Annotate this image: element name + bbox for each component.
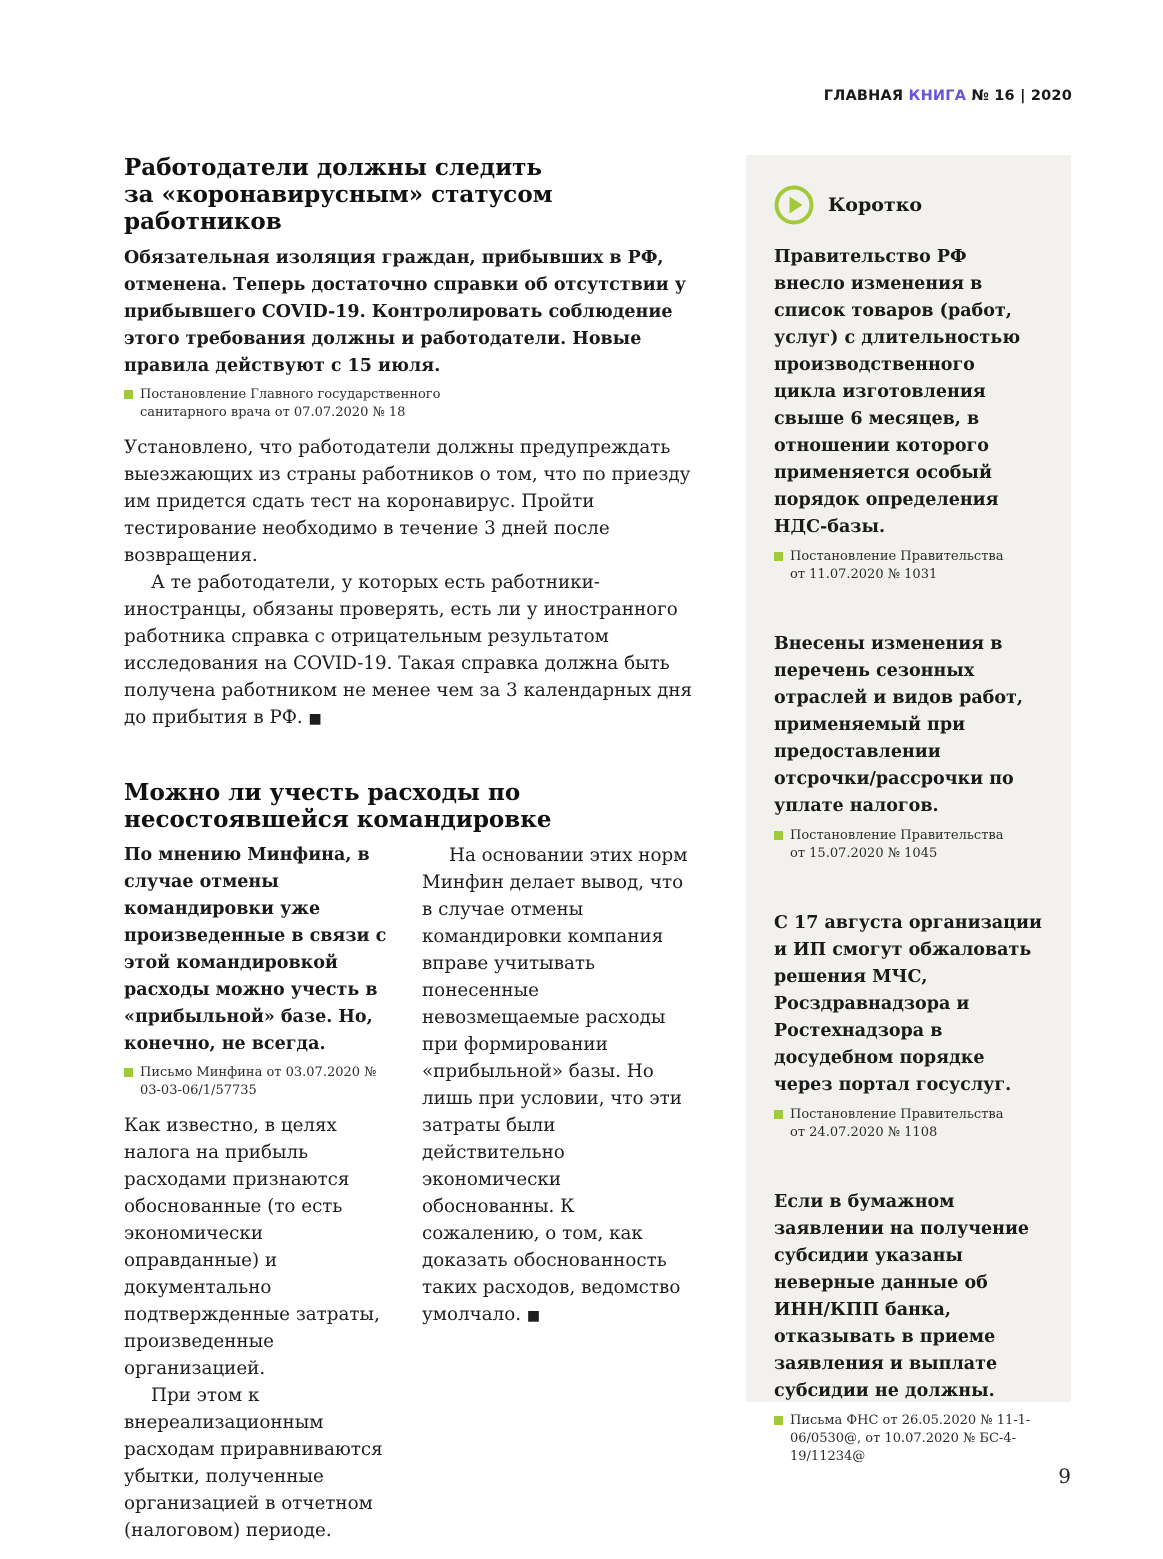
green-square-icon [774,1110,783,1119]
green-square-icon [774,1416,783,1425]
end-mark-icon: ■ [308,711,322,727]
page-number: 9 [1058,1464,1071,1488]
end-mark-icon: ■ [526,1308,541,1324]
news-source: Постановление Правительства от 11.07.2020 № 1031 [774,548,1010,584]
article-covid [124,154,699,733]
article-trip-col-right [422,842,690,1544]
article-trip [124,779,699,1544]
article-trip-col-left [124,842,392,1544]
green-square-icon [774,552,783,561]
green-square-icon [124,390,133,399]
main-column [124,154,699,1544]
article-covid-lead: Обязательная изоляция граждан, прибывших в РФ, отменена. Теперь достаточно справки об отсутствии у прибывшего COVID-19. Контролировать соблюдение этого требования должны и работодатели. Новые правила действуют с 15 июля. [124,248,686,376]
sidebar-briefly [746,155,1071,1464]
article-trip-paragraph: На основании этих норм Минфин делает вывод, что в случае отмены командировки компания вправе учитывать понесенные невозмещаемые расходы при формировании «прибыльной» базы. Но лишь при условии, что эти затраты были действительно экономически обоснованны. К сожалению, о том, как доказать обоснованность таких расходов, ведомство умолчало. ■ [422,845,688,1325]
article-covid-title: Работодатели должны следить за «коронавирусным» статусом работников [124,154,553,235]
sidebar-news-item: Если в бумажном заявлении на получение субсидии указаны неверные данные об ИНН/КПП банка, отказывать в приеме заявления и выплате субсидии не должны. Письма ФНС от 26.05.2020 № 11-1-06/0530@, от 10.07.2020 № БС-4-19/11234@ [774,1189,1043,1466]
article-covid-paragraph: Установлено, что работодатели должны предупреждать выезжающих из страны работников о том, что по приезду им придется сдать тест на коронавирус. Пройти тестирование необходимо в течение 3 дней после возвращения. [124,437,691,566]
news-source: Письма ФНС от 26.05.2020 № 11-1-06/0530@, от 10.07.2020 № БС-4-19/11234@ [774,1412,1040,1466]
sidebar-title: Коротко [828,194,923,216]
news-source: Постановление Правительства от 24.07.2020 № 1108 [774,1106,1010,1142]
sidebar-header [774,185,1043,225]
news-source: Постановление Правительства от 15.07.2020 № 1045 [774,827,1010,863]
sidebar-news-item: Правительство РФ внесло изменения в список товаров (работ, услуг) с длительностью производственного цикла изготовления свыше 6 месяцев, в отношении которого применяется особый порядок определения НДС-базы. Постановление Правительства от 11.07.2020 № 1031 [774,247,1021,582]
article-covid-paragraph: А те работодатели, у которых есть работники-иностранцы, обязаны проверять, есть ли у иностранного работника справка с отрицательным результатом исследования на COVID-19. Такая справка должна быть получена работником не менее чем за 3 календарных дня до прибытия в РФ. ■ [124,572,693,728]
masthead [824,88,1072,104]
article-covid-source: Постановление Главного государственного санитарного врача от 07.07.2020 № 18 [124,386,460,422]
sidebar-news-item: Внесены изменения в перечень сезонных отраслей и видов работ, применяемый при предоставлении отсрочки/рассрочки по уплате налогов. Постановление Правительства от 15.07.2020 № 1045 [774,634,1023,861]
article-trip-lead: По мнению Минфина, в случае отмены командировки уже произведенные в связи с этой командировкой расходы можно учесть в «прибыльной» базе. Но, конечно, не всегда. [124,845,387,1054]
masthead-title: ГЛАВНАЯ [823,88,904,104]
green-square-icon [124,1068,133,1077]
masthead-issue: № 16 | 2020 [971,88,1072,104]
sidebar-news-item: С 17 августа организации и ИП смогут обжаловать решения МЧС, Росздравнадзора и Ростехнадзора в досудебном порядке через портал госуслуг. Постановление Правительства от 24.07.2020 № 1108 [774,913,1042,1140]
article-trip-source: Письмо Минфина от 03.07.2020 № 03-03-06/1/57735 [124,1064,392,1100]
green-square-icon [774,831,783,840]
play-circle-icon [774,185,814,225]
article-trip-paragraph: При этом к внереализационным расходам приравниваются убытки, полученные организацией в отчетном (налоговом) периоде. [124,1385,383,1541]
article-trip-paragraph: Как известно, в целях налога на прибыль расходами признаются обоснованные (то есть экономически оправданные) и документально подтвержденные затраты, произведенные организацией. [124,1115,380,1379]
article-trip-title: Можно ли учесть расходы по несостоявшейся командировке [124,779,552,833]
masthead-accent: КНИГА [908,88,967,104]
